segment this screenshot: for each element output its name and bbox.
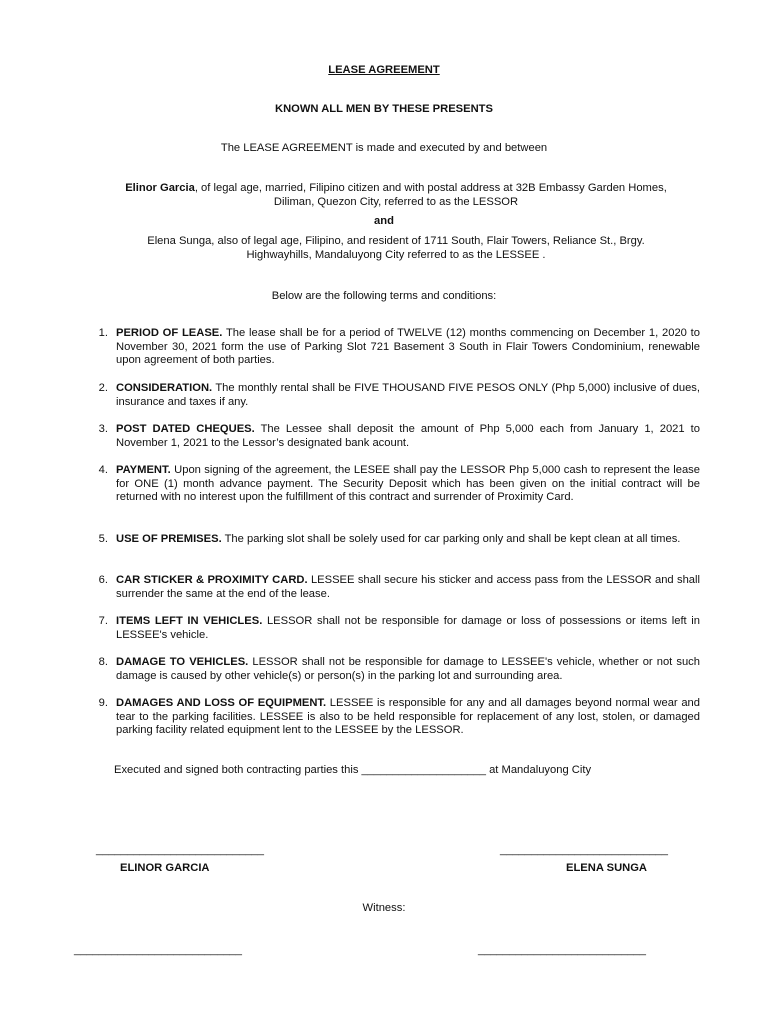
witness-signature-line-right: ___________________________ [478, 944, 646, 956]
term-number: 2. [98, 382, 108, 394]
and-word: and [374, 215, 394, 227]
term-text: Upon signing of the agreement, the LESEE shall pay the LESSOR Php 5,000 cash to represent the lease for ONE (1) month advance payment. The Security Deposit which has been given on the initial contract will be returned with no interest upon the fulfillment of this contract and surrender of Proximity Card. [116, 464, 700, 504]
term-item [92, 423, 700, 450]
intro-text: The LEASE AGREEMENT is made and executed by and between [220, 142, 548, 154]
term-heading: CAR STICKER & PROXIMITY CARD. [116, 574, 308, 586]
witness-label: Witness: [362, 902, 406, 914]
term-item [92, 615, 700, 642]
term-heading: USE OF PREMISES. [116, 533, 222, 545]
term-number: 3. [98, 423, 108, 435]
term-item [92, 533, 700, 547]
term-heading: PAYMENT. [116, 464, 171, 476]
term-item [92, 327, 700, 368]
lessor-paragraph [96, 182, 696, 209]
lessor-name: Elinor Garcia [125, 182, 195, 194]
term-item [92, 464, 700, 505]
lessor-details-line1: , of legal age, married, Filipino citizen and with postal address at 32B Embassy Garden Homes, [194, 182, 667, 194]
term-text: LESSOR shall not be responsible for damage to LESSEE's vehicle, whether or not such damage is caused by other vehicle(s) or person(s) in the parking lot and surrounding area. [116, 656, 700, 682]
term-text: LESSEE is responsible for any and all damages beyond normal wear and tear to the parking facilities. LESSEE is also to be held responsible for replacement of any lost, stolen, or damaged parking facility related equipment lent to the LESSEE by the LESSOR. [116, 697, 700, 737]
execution-statement: Executed and signed both contracting parties this ____________________ at Mandaluyong City [114, 764, 592, 776]
lessee-line1: Elena Sunga, also of legal age, Filipino, and resident of 1711 South, Flair Towers, Reliance St., Brgy. [147, 235, 645, 247]
term-heading: DAMAGES AND LOSS OF EQUIPMENT. [116, 697, 327, 709]
lessee-signature-line: ___________________________ [500, 844, 668, 856]
term-heading: DAMAGE TO VEHICLES. [116, 656, 249, 668]
term-number: 7. [98, 615, 108, 627]
term-heading: CONSIDERATION. [116, 382, 213, 394]
term-heading: POST DATED CHEQUES. [116, 423, 255, 435]
term-heading: PERIOD OF LEASE. [116, 327, 223, 339]
document-subtitle: KNOWN ALL MEN BY THESE PRESENTS [275, 103, 493, 115]
term-number: 9. [98, 697, 108, 709]
term-item [92, 574, 700, 601]
lessee-paragraph [96, 235, 696, 262]
term-item [92, 382, 700, 409]
term-text: LESSOR shall not be responsible for damage or loss of possessions or items left in LESSEE's vehicle. [116, 615, 701, 641]
term-number: 6. [98, 574, 108, 586]
term-text: The monthly rental shall be FIVE THOUSAND FIVE PESOS ONLY (Php 5,000) inclusive of dues, insurance and taxes if any. [116, 382, 700, 408]
term-number: 8. [98, 656, 108, 668]
term-text: LESSEE shall secure his sticker and access pass from the LESSOR and shall surrender the same at the end of the lease. [116, 574, 700, 600]
lessee-signatory-name: ELENA SUNGA [566, 862, 648, 874]
term-heading: ITEMS LEFT IN VEHICLES. [116, 615, 263, 627]
term-item [92, 656, 700, 683]
lessor-details-line2: Diliman, Quezon City, referred to as the LESSOR [273, 195, 519, 208]
term-number: 5. [98, 533, 108, 545]
terms-intro: Below are the following terms and conditions: [271, 290, 497, 302]
term-number: 4. [98, 464, 108, 476]
term-text: The parking slot shall be solely used for car parking only and shall be kept clean at all times. [221, 533, 681, 545]
term-text: The lease shall be for a period of TWELVE (12) months commencing on December 1, 2020 to November 30, 2021 form the use of Parking Slot 721 Basement 3 South in Flair Towers Condominium, renewable upon agreement of both parties. [116, 327, 700, 367]
term-item [92, 697, 700, 738]
lessor-signatory-name: ELINOR GARCIA [120, 862, 210, 874]
lessor-signature-line: ___________________________ [96, 844, 264, 856]
term-text: The Lessee shall deposit the amount of Php 5,000 each from January 1, 2021 to November 1, 2021 to the Lessor’s designated bank acount. [116, 423, 701, 449]
witness-signature-line-left: ___________________________ [74, 944, 242, 956]
lessee-line2: Highwayhills, Mandaluyong City referred to as the LESSEE . [246, 248, 546, 261]
term-number: 1. [98, 327, 108, 339]
document-title: LEASE AGREEMENT [328, 64, 440, 76]
